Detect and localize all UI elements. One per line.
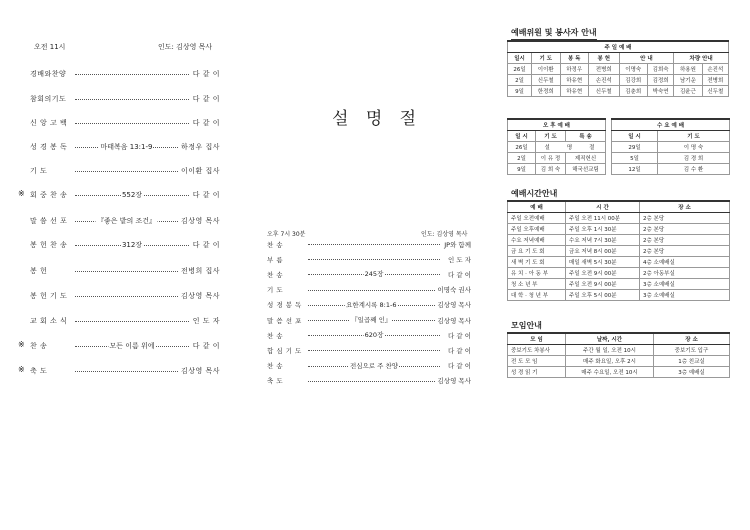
evening-order-row: [267, 285, 471, 295]
evening-volunteer-table: [507, 118, 730, 175]
dotted-line: [308, 381, 435, 382]
sunday-header-cell: 기 도: [532, 52, 560, 63]
dotted-line: [75, 321, 189, 322]
order-person: 다 같 이: [192, 70, 220, 78]
order-row: [30, 166, 220, 176]
order-row: [30, 316, 220, 326]
evening-leader: 인도: 김상영 목사: [421, 231, 468, 238]
sunday-cell: 김춘희: [619, 85, 647, 96]
sunday-cell: 박숙연: [648, 85, 674, 96]
order-label: 참회의기도: [30, 95, 67, 103]
order-detail: 요한계시록 8:1-6: [346, 300, 397, 309]
standing-mark: ※: [18, 365, 25, 374]
order-leader-dots: [308, 315, 435, 325]
service-times-table: [507, 200, 730, 301]
evening-order-row: [267, 300, 471, 310]
table-row: [508, 256, 730, 267]
eve-cell: 2일: [508, 152, 536, 163]
table-row: [508, 289, 730, 300]
order-person: 인 도 자: [192, 317, 220, 325]
dotted-line: [308, 259, 440, 260]
evening-order-row: [267, 376, 471, 386]
sunday-title: 주 일 예 배: [508, 41, 729, 52]
table-row: [508, 344, 730, 355]
order-leader-dots: [308, 300, 435, 310]
order-detail: 모든 이름 위에: [109, 342, 155, 350]
sunday-header-cell: 안 내: [619, 52, 674, 63]
afternoon-service-title: 오 후 예 배: [508, 119, 606, 130]
order-row: [30, 240, 220, 250]
order-person: 이이환 집사: [180, 167, 220, 175]
order-person: 김상영 목사: [180, 292, 220, 300]
order-person: 김상영 목사: [180, 367, 220, 375]
sunday-cell: 한정희: [532, 85, 560, 96]
table-row: [508, 278, 730, 289]
order-leader-dots: [75, 190, 189, 200]
sunday-cell: 26일: [508, 63, 532, 74]
table-cell: 2층 본당: [640, 234, 730, 245]
order-leader-dots: [75, 291, 178, 301]
table-cell: 3층 소예배실: [640, 278, 730, 289]
order-person: 김상영 목사: [437, 377, 471, 386]
table-cell: 주일 오후 5시 00분: [566, 289, 640, 300]
wed-cell: 김 수 환: [658, 163, 730, 174]
wednesday-service-title: 수 요 예 배: [612, 119, 730, 130]
service-times-section-title: 예배시간안내: [511, 188, 557, 201]
table-cell: 3층 예배실: [654, 366, 730, 377]
order-leader-dots: [75, 240, 189, 250]
sunday-cell: 하유현: [560, 85, 588, 96]
order-person: 다 같 이: [192, 241, 220, 249]
sunday-cell: 신두철: [702, 85, 728, 96]
order-label: 축 도: [267, 377, 284, 386]
order-leader-dots: [75, 69, 189, 79]
table-row: [508, 63, 729, 74]
order-label: 성 경 봉 독: [267, 301, 302, 310]
sunday-cell: 손진석: [702, 63, 728, 74]
eve-cell: [536, 141, 606, 152]
table-row: [508, 366, 730, 377]
table-cell: 매일 새벽 5시 30분: [566, 256, 640, 267]
order-label: 합 심 기 도: [267, 346, 302, 355]
sunday-cell: 김정희: [648, 74, 674, 85]
table-row: [508, 85, 729, 96]
order-detail: 『좋은 밭의 조건』: [96, 217, 156, 225]
table-cell: 중보기도 입구: [654, 344, 730, 355]
table-row: [508, 245, 730, 256]
order-leader-dots: [75, 266, 178, 276]
order-label: 찬 송: [267, 362, 284, 371]
order-leader-dots: [75, 118, 189, 128]
order-leader-dots: [75, 316, 189, 326]
order-label: 경배와찬양: [30, 70, 67, 78]
sunday-cell: 2일: [508, 74, 532, 85]
order-row: [30, 142, 220, 152]
order-leader-dots: [308, 330, 440, 340]
order-person: 다 같 이: [192, 95, 220, 103]
eve-cell-text: 절: [589, 144, 597, 151]
sunday-cell: 하유현: [560, 74, 588, 85]
table-cell: 4층 소예배실: [640, 256, 730, 267]
volunteers-section-title: 예배위원 및 봉사자 안내: [511, 27, 597, 40]
order-leader-dots: [75, 366, 178, 376]
table-cell: 주일 오전 9시 00분: [566, 278, 640, 289]
table-cell: 금요 저녁 8시 00분: [566, 245, 640, 256]
sunday-cell: 남기운: [674, 74, 702, 85]
table-cell: 주일 오전 9시 00분: [566, 267, 640, 278]
evening-order-row: [267, 269, 471, 279]
order-row: [30, 94, 220, 104]
order-leader-dots: [308, 254, 440, 264]
table-cell: 수요 저녁 7시 30분: [566, 234, 640, 245]
sunday-header-cell: 일시: [508, 52, 532, 63]
table-cell: 매주 수요일, 오전 10시: [566, 366, 654, 377]
order-leader-dots: [308, 285, 435, 295]
wed-cell: 김 경 희: [658, 152, 730, 163]
sunday-cell: 이명숙: [619, 63, 647, 74]
table-cell: 1층 친교실: [654, 355, 730, 366]
order-detail: 245장: [364, 270, 384, 279]
eve-head-prayer: 기 도: [536, 130, 566, 141]
order-label: 찬 송: [267, 331, 284, 340]
table-cell: 3층 소예배실: [640, 289, 730, 300]
wed-cell: 29일: [612, 141, 658, 152]
order-leader-dots: [75, 94, 189, 104]
wed-cell: 이 명 숙: [658, 141, 730, 152]
sunday-cell: 신두철: [588, 85, 619, 96]
table-row: [508, 74, 729, 85]
table-cell: 2층 본당: [640, 212, 730, 223]
order-row: [30, 69, 220, 79]
order-label: 성 경 봉 독: [30, 143, 68, 151]
eve-cell-text: 설: [544, 144, 552, 151]
order-row: [30, 190, 220, 200]
sunday-cell: 김강희: [619, 74, 647, 85]
dotted-line: [308, 350, 440, 351]
order-person: 다 같 이: [192, 342, 220, 350]
wed-head-date: 일 시: [612, 130, 658, 141]
dotted-line: [75, 74, 189, 75]
dotted-line: [75, 371, 178, 372]
order-label: 축 도: [30, 367, 48, 375]
order-leader-dots: [75, 216, 178, 226]
table-cell: 주일 오후 1시 30분: [566, 223, 640, 234]
evening-order-row: [267, 239, 471, 249]
sunday-cell: 이이환: [532, 63, 560, 74]
order-detail: 『일곱째 인』: [351, 316, 392, 324]
order-leader-dots: [308, 269, 440, 279]
header-cell: 시 간: [566, 201, 640, 212]
sunday-cell: 전병희: [702, 74, 728, 85]
table-cell: 전 도 모 임: [508, 355, 566, 366]
sunday-cell: 신두철: [532, 74, 560, 85]
eve-cell-text: 명: [566, 144, 575, 151]
order-leader-dots: [75, 341, 189, 351]
order-label: 부 름: [267, 255, 284, 264]
order-detail: 전심으로 주 찬양: [349, 361, 399, 370]
order-person: 인 도 자: [448, 255, 471, 264]
standing-mark: ※: [18, 340, 25, 349]
sunday-header-cell: 봉 헌: [588, 52, 619, 63]
eve-cell: 제직헌신: [566, 152, 606, 163]
table-cell: 주간 월 일, 오전 10시: [566, 344, 654, 355]
dotted-line: [75, 271, 178, 272]
table-row: [508, 267, 730, 278]
order-row: [30, 266, 220, 276]
order-row: [30, 366, 220, 376]
wed-cell: 5일: [612, 152, 658, 163]
evening-order-row: [267, 330, 471, 340]
order-leader-dots: [75, 142, 178, 152]
order-row: [30, 341, 220, 351]
header-cell: 장 소: [654, 333, 730, 344]
order-label: 기 도: [267, 286, 284, 295]
sunday-volunteer-table: [507, 40, 729, 97]
table-cell: 성 경 읽 기: [508, 366, 566, 377]
order-detail: 552장: [121, 191, 143, 199]
order-row: [30, 291, 220, 301]
eve-head-date: 일 시: [508, 130, 536, 141]
table-cell: 2층 본당: [640, 223, 730, 234]
sunday-cell: 손진석: [588, 74, 619, 85]
order-label: 봉 헌 찬 송: [30, 241, 68, 249]
order-row: [30, 118, 220, 128]
order-label: 찬 송: [267, 240, 284, 249]
eve-cell: 26일: [508, 141, 536, 152]
header-cell: 예 배: [508, 201, 566, 212]
order-person: 전병희 집사: [180, 267, 220, 275]
order-person: 다 같 이: [448, 362, 471, 371]
wed-head-prayer: 기 도: [658, 130, 730, 141]
order-leader-dots: [308, 239, 440, 249]
order-person: 김상영 목사: [437, 301, 471, 310]
table-cell: 유 치 · 아 동 부: [508, 267, 566, 278]
sunday-cell: 하용원: [674, 63, 702, 74]
table-cell: 청 소 년 부: [508, 278, 566, 289]
table-cell: 매주 화요일, 오후 2시: [566, 355, 654, 366]
table-cell: 주일 오전 11시 00분: [566, 212, 640, 223]
header-cell: 장 소: [640, 201, 730, 212]
evening-order-row: [267, 361, 471, 371]
table-cell: 금 요 기 도 회: [508, 245, 566, 256]
order-person: JP와 함께: [444, 240, 471, 249]
order-label: 찬 송: [30, 342, 48, 350]
header-cell: 날짜, 시간: [566, 333, 654, 344]
order-person: 이명숙 권사: [437, 286, 471, 295]
meetings-table: [507, 332, 730, 378]
order-label: 봉 헌 기 도: [30, 292, 68, 300]
meetings-section-title: 모임안내: [511, 320, 542, 333]
morning-time: 오전 11시: [34, 43, 66, 51]
sunday-header-cell: 차량 안내: [674, 52, 729, 63]
order-leader-dots: [75, 166, 178, 176]
order-detail: 620장: [364, 331, 384, 340]
order-person: 김상영 목사: [437, 316, 471, 325]
order-label: 회 중 찬 송: [30, 191, 68, 199]
wed-cell: 12일: [612, 163, 658, 174]
page-title: 설 명 절: [332, 109, 423, 129]
dotted-line: [75, 296, 178, 297]
evening-order-row: [267, 345, 471, 355]
sunday-cell: 9일: [508, 85, 532, 96]
order-detail: 마태복음 13:1-9: [100, 143, 153, 151]
table-cell: 새 벽 기 도 회: [508, 256, 566, 267]
order-label: 봉 헌: [30, 267, 48, 275]
evening-order-row: [267, 315, 471, 325]
table-cell: 2층 본당: [640, 245, 730, 256]
table-row: [508, 223, 730, 234]
order-person: 다 같 이: [448, 331, 471, 340]
order-person: 다 같 이: [448, 270, 471, 279]
eve-cell: 해국선교팀: [566, 163, 606, 174]
order-label: 기 도: [30, 167, 48, 175]
dotted-line: [75, 99, 189, 100]
order-row: [30, 216, 220, 226]
order-leader-dots: [308, 361, 440, 371]
order-person: 다 같 이: [448, 346, 471, 355]
eve-cell: 이 유 정: [536, 152, 566, 163]
order-label: 찬 송: [267, 270, 284, 279]
table-cell: 2층 아동부실: [640, 267, 730, 278]
eve-cell: 김 희 숙: [536, 163, 566, 174]
order-detail: 312장: [121, 241, 143, 249]
eve-head-special: 특 송: [566, 130, 606, 141]
table-cell: 수요 저녁예배: [508, 234, 566, 245]
order-leader-dots: [308, 376, 435, 386]
dotted-line: [308, 290, 435, 291]
order-leader-dots: [308, 345, 440, 355]
sunday-cell: 김윤근: [674, 85, 702, 96]
order-person: 다 같 이: [192, 191, 220, 199]
order-person: 하정우 집사: [180, 143, 220, 151]
table-row: [508, 355, 730, 366]
table-cell: 중보기도 차봉사: [508, 344, 566, 355]
table-cell: 주일 오후예배: [508, 223, 566, 234]
order-person: 김상영 목사: [180, 217, 220, 225]
order-label: 말 씀 선 포: [30, 217, 68, 225]
sunday-cell: 전병희: [588, 63, 619, 74]
sunday-cell: 하정우: [560, 63, 588, 74]
sunday-cell: 김희숙: [648, 63, 674, 74]
table-row: [508, 212, 730, 223]
evening-time: 오후 7시 30분: [267, 231, 306, 238]
morning-leader: 인도: 김상영 목사: [158, 43, 213, 51]
order-label: 교 회 소 식: [30, 317, 68, 325]
order-label: 신 앙 고 백: [30, 119, 68, 127]
sunday-header-cell: 봉 독: [560, 52, 588, 63]
table-cell: 대 학 · 청 년 부: [508, 289, 566, 300]
dotted-line: [75, 171, 178, 172]
order-person: 다 같 이: [192, 119, 220, 127]
header-cell: 모 임: [508, 333, 566, 344]
standing-mark: ※: [18, 189, 25, 198]
table-row: [508, 234, 730, 245]
eve-cell: 9일: [508, 163, 536, 174]
evening-order-row: [267, 254, 471, 264]
table-cell: 주일 오전예배: [508, 212, 566, 223]
order-label: 말 씀 선 포: [267, 316, 302, 325]
dotted-line: [308, 244, 440, 245]
dotted-line: [75, 123, 189, 124]
